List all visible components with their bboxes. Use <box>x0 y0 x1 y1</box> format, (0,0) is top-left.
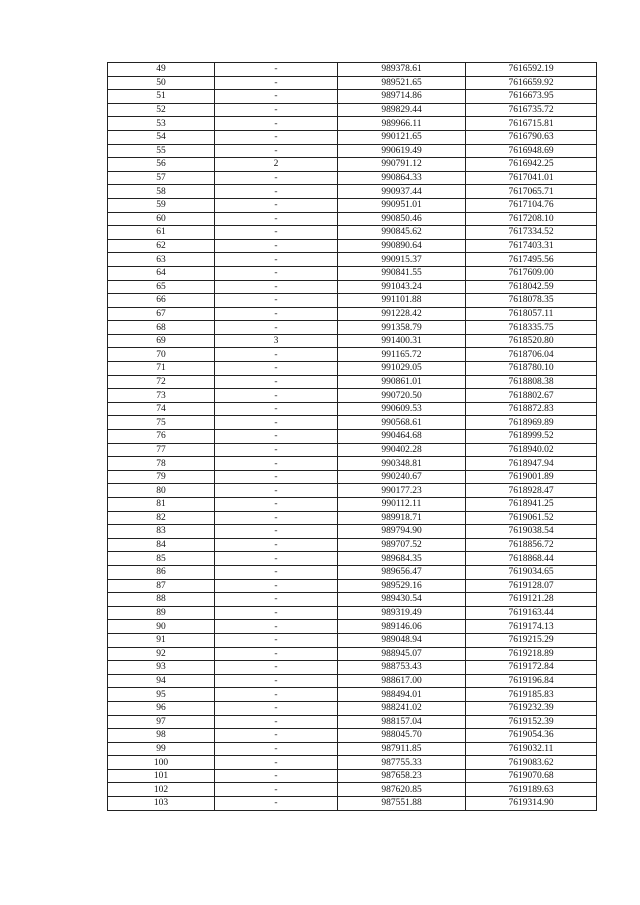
x-coordinate-cell: 991400.31 <box>338 334 466 348</box>
point-number-cell: 62 <box>108 239 215 253</box>
marker-cell: - <box>215 402 338 416</box>
x-coordinate-cell: 989319.49 <box>338 606 466 620</box>
x-coordinate-cell: 989529.16 <box>338 579 466 593</box>
point-number-cell: 68 <box>108 321 215 335</box>
marker-cell: - <box>215 565 338 579</box>
x-coordinate-cell: 990861.01 <box>338 375 466 389</box>
y-coordinate-cell: 7619215.29 <box>466 633 597 647</box>
marker-cell: - <box>215 90 338 104</box>
x-coordinate-cell: 989521.65 <box>338 76 466 90</box>
table-row <box>108 661 597 675</box>
x-coordinate-cell: 990937.44 <box>338 185 466 199</box>
x-coordinate-cell: 988045.70 <box>338 729 466 743</box>
point-number-cell: 52 <box>108 103 215 117</box>
point-number-cell: 77 <box>108 443 215 457</box>
table-row <box>108 158 597 172</box>
y-coordinate-cell: 7619032.11 <box>466 742 597 756</box>
y-coordinate-cell: 7619314.90 <box>466 797 597 811</box>
y-coordinate-cell: 7616942.25 <box>466 158 597 172</box>
table-row <box>108 579 597 593</box>
x-coordinate-cell: 989684.35 <box>338 552 466 566</box>
marker-cell: - <box>215 742 338 756</box>
x-coordinate-cell: 989656.47 <box>338 565 466 579</box>
table-row <box>108 742 597 756</box>
y-coordinate-cell: 7617208.10 <box>466 212 597 226</box>
point-number-cell: 99 <box>108 742 215 756</box>
y-coordinate-cell: 7619001.89 <box>466 470 597 484</box>
y-coordinate-cell: 7617041.01 <box>466 171 597 185</box>
marker-cell: - <box>215 783 338 797</box>
point-number-cell: 89 <box>108 606 215 620</box>
x-coordinate-cell: 989966.11 <box>338 117 466 131</box>
y-coordinate-cell: 7617065.71 <box>466 185 597 199</box>
point-number-cell: 75 <box>108 416 215 430</box>
table-row <box>108 674 597 688</box>
table-row <box>108 253 597 267</box>
y-coordinate-cell: 7619128.07 <box>466 579 597 593</box>
marker-cell: - <box>215 266 338 280</box>
table-row <box>108 443 597 457</box>
marker-cell: - <box>215 185 338 199</box>
y-coordinate-cell: 7619054.36 <box>466 729 597 743</box>
x-coordinate-cell: 987658.23 <box>338 769 466 783</box>
point-number-cell: 80 <box>108 484 215 498</box>
y-coordinate-cell: 7618941.25 <box>466 498 597 512</box>
point-number-cell: 85 <box>108 552 215 566</box>
point-number-cell: 60 <box>108 212 215 226</box>
x-coordinate-cell: 990121.65 <box>338 130 466 144</box>
marker-cell: - <box>215 375 338 389</box>
marker-cell: - <box>215 701 338 715</box>
point-number-cell: 66 <box>108 294 215 308</box>
y-coordinate-cell: 7618706.04 <box>466 348 597 362</box>
marker-cell: - <box>215 253 338 267</box>
table-row <box>108 688 597 702</box>
point-number-cell: 70 <box>108 348 215 362</box>
marker-cell: - <box>215 226 338 240</box>
table-row <box>108 593 597 607</box>
x-coordinate-cell: 990568.61 <box>338 416 466 430</box>
x-coordinate-cell: 988753.43 <box>338 661 466 675</box>
x-coordinate-cell: 990348.81 <box>338 457 466 471</box>
x-coordinate-cell: 989707.52 <box>338 538 466 552</box>
marker-cell: - <box>215 715 338 729</box>
table-row <box>108 117 597 131</box>
y-coordinate-cell: 7618947.94 <box>466 457 597 471</box>
x-coordinate-cell: 990951.01 <box>338 198 466 212</box>
table-row <box>108 457 597 471</box>
x-coordinate-cell: 990240.67 <box>338 470 466 484</box>
y-coordinate-cell: 7619083.62 <box>466 756 597 770</box>
table-row <box>108 307 597 321</box>
x-coordinate-cell: 990112.11 <box>338 498 466 512</box>
y-coordinate-cell: 7617495.56 <box>466 253 597 267</box>
point-number-cell: 61 <box>108 226 215 240</box>
x-coordinate-cell: 989430.54 <box>338 593 466 607</box>
y-coordinate-cell: 7618856.72 <box>466 538 597 552</box>
y-coordinate-cell: 7619121.28 <box>466 593 597 607</box>
x-coordinate-cell: 989794.90 <box>338 525 466 539</box>
marker-cell: - <box>215 511 338 525</box>
marker-cell: - <box>215 457 338 471</box>
table-row <box>108 294 597 308</box>
y-coordinate-cell: 7617334.52 <box>466 226 597 240</box>
table-row <box>108 511 597 525</box>
y-coordinate-cell: 7618969.89 <box>466 416 597 430</box>
coordinates-table-body <box>108 63 597 811</box>
table-row <box>108 226 597 240</box>
point-number-cell: 56 <box>108 158 215 172</box>
table-row <box>108 769 597 783</box>
x-coordinate-cell: 990850.46 <box>338 212 466 226</box>
table-row <box>108 171 597 185</box>
marker-cell: - <box>215 348 338 362</box>
point-number-cell: 100 <box>108 756 215 770</box>
table-row <box>108 266 597 280</box>
point-number-cell: 65 <box>108 280 215 294</box>
point-number-cell: 67 <box>108 307 215 321</box>
table-row <box>108 783 597 797</box>
y-coordinate-cell: 7619070.68 <box>466 769 597 783</box>
x-coordinate-cell: 989378.61 <box>338 63 466 77</box>
marker-cell: - <box>215 239 338 253</box>
marker-cell: - <box>215 416 338 430</box>
y-coordinate-cell: 7619163.44 <box>466 606 597 620</box>
y-coordinate-cell: 7616790.63 <box>466 130 597 144</box>
x-coordinate-cell: 990791.12 <box>338 158 466 172</box>
y-coordinate-cell: 7619174.13 <box>466 620 597 634</box>
point-number-cell: 49 <box>108 63 215 77</box>
marker-cell: - <box>215 661 338 675</box>
point-number-cell: 92 <box>108 647 215 661</box>
point-number-cell: 78 <box>108 457 215 471</box>
x-coordinate-cell: 991228.42 <box>338 307 466 321</box>
x-coordinate-cell: 989714.86 <box>338 90 466 104</box>
marker-cell: - <box>215 470 338 484</box>
table-row <box>108 348 597 362</box>
table-row <box>108 144 597 158</box>
y-coordinate-cell: 7618520.80 <box>466 334 597 348</box>
y-coordinate-cell: 7618057.11 <box>466 307 597 321</box>
x-coordinate-cell: 988157.04 <box>338 715 466 729</box>
marker-cell: 2 <box>215 158 338 172</box>
marker-cell: - <box>215 212 338 226</box>
point-number-cell: 50 <box>108 76 215 90</box>
marker-cell: - <box>215 579 338 593</box>
marker-cell: - <box>215 593 338 607</box>
marker-cell: - <box>215 307 338 321</box>
point-number-cell: 51 <box>108 90 215 104</box>
x-coordinate-cell: 991043.24 <box>338 280 466 294</box>
marker-cell: - <box>215 797 338 811</box>
point-number-cell: 102 <box>108 783 215 797</box>
marker-cell: - <box>215 606 338 620</box>
table-row <box>108 606 597 620</box>
y-coordinate-cell: 7617609.00 <box>466 266 597 280</box>
marker-cell: - <box>215 633 338 647</box>
table-row <box>108 389 597 403</box>
point-number-cell: 96 <box>108 701 215 715</box>
marker-cell: - <box>215 198 338 212</box>
table-row <box>108 498 597 512</box>
x-coordinate-cell: 990890.64 <box>338 239 466 253</box>
y-coordinate-cell: 7618868.44 <box>466 552 597 566</box>
point-number-cell: 64 <box>108 266 215 280</box>
x-coordinate-cell: 989146.06 <box>338 620 466 634</box>
marker-cell: - <box>215 674 338 688</box>
marker-cell: - <box>215 171 338 185</box>
point-number-cell: 86 <box>108 565 215 579</box>
y-coordinate-cell: 7616673.95 <box>466 90 597 104</box>
point-number-cell: 98 <box>108 729 215 743</box>
y-coordinate-cell: 7616659.92 <box>466 76 597 90</box>
table-row <box>108 484 597 498</box>
table-row <box>108 470 597 484</box>
table-row <box>108 729 597 743</box>
x-coordinate-cell: 989048.94 <box>338 633 466 647</box>
point-number-cell: 88 <box>108 593 215 607</box>
table-row <box>108 756 597 770</box>
table-row <box>108 633 597 647</box>
y-coordinate-cell: 7618042.59 <box>466 280 597 294</box>
x-coordinate-cell: 987620.85 <box>338 783 466 797</box>
point-number-cell: 53 <box>108 117 215 131</box>
y-coordinate-cell: 7619189.63 <box>466 783 597 797</box>
marker-cell: - <box>215 294 338 308</box>
marker-cell: - <box>215 552 338 566</box>
x-coordinate-cell: 991101.88 <box>338 294 466 308</box>
marker-cell: - <box>215 130 338 144</box>
point-number-cell: 69 <box>108 334 215 348</box>
x-coordinate-cell: 989918.71 <box>338 511 466 525</box>
y-coordinate-cell: 7619172.84 <box>466 661 597 675</box>
y-coordinate-cell: 7618928.47 <box>466 484 597 498</box>
y-coordinate-cell: 7616592.19 <box>466 63 597 77</box>
table-row <box>108 90 597 104</box>
x-coordinate-cell: 990841.55 <box>338 266 466 280</box>
x-coordinate-cell: 990915.37 <box>338 253 466 267</box>
marker-cell: - <box>215 498 338 512</box>
y-coordinate-cell: 7618940.02 <box>466 443 597 457</box>
x-coordinate-cell: 990864.33 <box>338 171 466 185</box>
point-number-cell: 58 <box>108 185 215 199</box>
point-number-cell: 84 <box>108 538 215 552</box>
table-row <box>108 63 597 77</box>
x-coordinate-cell: 991358.79 <box>338 321 466 335</box>
point-number-cell: 93 <box>108 661 215 675</box>
table-row <box>108 416 597 430</box>
marker-cell: - <box>215 769 338 783</box>
table-row <box>108 647 597 661</box>
x-coordinate-cell: 990464.68 <box>338 430 466 444</box>
point-number-cell: 63 <box>108 253 215 267</box>
point-number-cell: 54 <box>108 130 215 144</box>
y-coordinate-cell: 7618999.52 <box>466 430 597 444</box>
marker-cell: - <box>215 117 338 131</box>
y-coordinate-cell: 7616735.72 <box>466 103 597 117</box>
y-coordinate-cell: 7619218.89 <box>466 647 597 661</box>
point-number-cell: 55 <box>108 144 215 158</box>
y-coordinate-cell: 7617403.31 <box>466 239 597 253</box>
point-number-cell: 101 <box>108 769 215 783</box>
marker-cell: - <box>215 362 338 376</box>
y-coordinate-cell: 7619232.39 <box>466 701 597 715</box>
point-number-cell: 73 <box>108 389 215 403</box>
x-coordinate-cell: 990720.50 <box>338 389 466 403</box>
x-coordinate-cell: 989829.44 <box>338 103 466 117</box>
marker-cell: - <box>215 321 338 335</box>
table-row <box>108 430 597 444</box>
table-row <box>108 565 597 579</box>
point-number-cell: 91 <box>108 633 215 647</box>
point-number-cell: 76 <box>108 430 215 444</box>
table-row <box>108 797 597 811</box>
table-row <box>108 103 597 117</box>
coordinates-table <box>107 62 597 811</box>
table-row <box>108 715 597 729</box>
x-coordinate-cell: 988241.02 <box>338 701 466 715</box>
x-coordinate-cell: 987911.85 <box>338 742 466 756</box>
point-number-cell: 57 <box>108 171 215 185</box>
point-number-cell: 103 <box>108 797 215 811</box>
y-coordinate-cell: 7618335.75 <box>466 321 597 335</box>
y-coordinate-cell: 7618802.67 <box>466 389 597 403</box>
table-row <box>108 198 597 212</box>
point-number-cell: 97 <box>108 715 215 729</box>
point-number-cell: 90 <box>108 620 215 634</box>
table-row <box>108 185 597 199</box>
y-coordinate-cell: 7618872.83 <box>466 402 597 416</box>
marker-cell: - <box>215 389 338 403</box>
y-coordinate-cell: 7619185.83 <box>466 688 597 702</box>
x-coordinate-cell: 988945.07 <box>338 647 466 661</box>
point-number-cell: 94 <box>108 674 215 688</box>
point-number-cell: 71 <box>108 362 215 376</box>
marker-cell: 3 <box>215 334 338 348</box>
table-row <box>108 538 597 552</box>
table-row <box>108 620 597 634</box>
y-coordinate-cell: 7618780.10 <box>466 362 597 376</box>
x-coordinate-cell: 988617.00 <box>338 674 466 688</box>
table-row <box>108 402 597 416</box>
x-coordinate-cell: 990177.23 <box>338 484 466 498</box>
y-coordinate-cell: 7619152.39 <box>466 715 597 729</box>
point-number-cell: 72 <box>108 375 215 389</box>
marker-cell: - <box>215 538 338 552</box>
y-coordinate-cell: 7617104.76 <box>466 198 597 212</box>
x-coordinate-cell: 987551.88 <box>338 797 466 811</box>
marker-cell: - <box>215 647 338 661</box>
x-coordinate-cell: 991165.72 <box>338 348 466 362</box>
table-row <box>108 552 597 566</box>
x-coordinate-cell: 988494.01 <box>338 688 466 702</box>
marker-cell: - <box>215 144 338 158</box>
marker-cell: - <box>215 756 338 770</box>
marker-cell: - <box>215 525 338 539</box>
x-coordinate-cell: 991029.05 <box>338 362 466 376</box>
marker-cell: - <box>215 729 338 743</box>
table-row <box>108 239 597 253</box>
x-coordinate-cell: 987755.33 <box>338 756 466 770</box>
y-coordinate-cell: 7619034.65 <box>466 565 597 579</box>
marker-cell: - <box>215 484 338 498</box>
y-coordinate-cell: 7616715.81 <box>466 117 597 131</box>
marker-cell: - <box>215 280 338 294</box>
y-coordinate-cell: 7619061.52 <box>466 511 597 525</box>
marker-cell: - <box>215 76 338 90</box>
table-row <box>108 76 597 90</box>
marker-cell: - <box>215 688 338 702</box>
point-number-cell: 82 <box>108 511 215 525</box>
x-coordinate-cell: 990402.28 <box>338 443 466 457</box>
point-number-cell: 95 <box>108 688 215 702</box>
y-coordinate-cell: 7616948.69 <box>466 144 597 158</box>
table-row <box>108 130 597 144</box>
table-row <box>108 334 597 348</box>
x-coordinate-cell: 990845.62 <box>338 226 466 240</box>
table-row <box>108 280 597 294</box>
y-coordinate-cell: 7618078.35 <box>466 294 597 308</box>
marker-cell: - <box>215 620 338 634</box>
table-row <box>108 525 597 539</box>
x-coordinate-cell: 990619.49 <box>338 144 466 158</box>
marker-cell: - <box>215 430 338 444</box>
point-number-cell: 81 <box>108 498 215 512</box>
marker-cell: - <box>215 443 338 457</box>
y-coordinate-cell: 7618808.38 <box>466 375 597 389</box>
point-number-cell: 59 <box>108 198 215 212</box>
point-number-cell: 79 <box>108 470 215 484</box>
table-row <box>108 212 597 226</box>
table-row <box>108 362 597 376</box>
y-coordinate-cell: 7619196.84 <box>466 674 597 688</box>
marker-cell: - <box>215 63 338 77</box>
point-number-cell: 87 <box>108 579 215 593</box>
x-coordinate-cell: 990609.53 <box>338 402 466 416</box>
point-number-cell: 83 <box>108 525 215 539</box>
point-number-cell: 74 <box>108 402 215 416</box>
marker-cell: - <box>215 103 338 117</box>
table-row <box>108 375 597 389</box>
y-coordinate-cell: 7619038.54 <box>466 525 597 539</box>
table-row <box>108 321 597 335</box>
table-row <box>108 701 597 715</box>
